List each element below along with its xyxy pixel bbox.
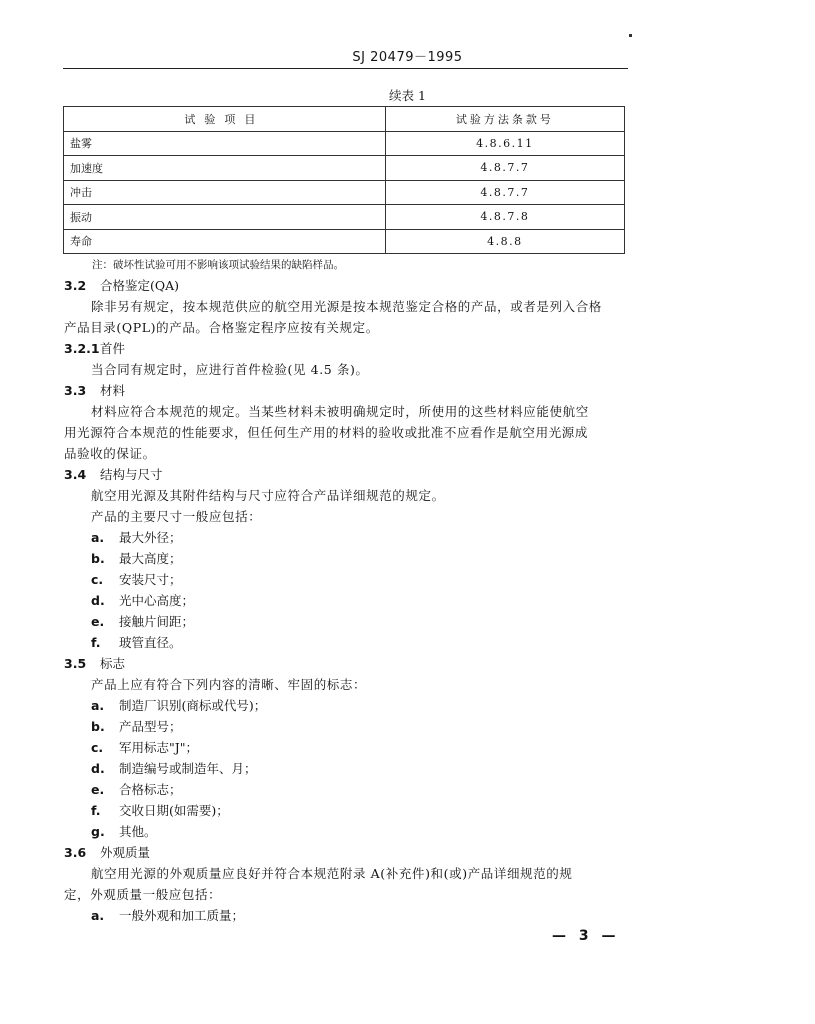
table-note: 注：破坏性试验可用不影响该项试验结果的缺陷样品。 xyxy=(92,259,344,271)
column-header-test-item: 试验项目 xyxy=(64,107,386,132)
table-header-row xyxy=(64,107,625,132)
list-item-label: a. xyxy=(91,698,105,713)
list-item xyxy=(91,801,229,819)
list-item xyxy=(91,528,182,546)
test-item-cell: 盐雾 xyxy=(64,131,386,156)
clause-cell: 4.8.6.11 xyxy=(385,131,624,156)
section-title: 首件 xyxy=(100,341,126,356)
paragraph-line: 当合同有规定时，应进行首件检验(见 4.5 条)。 xyxy=(91,362,369,377)
list-item xyxy=(91,906,244,924)
list-item-text: 产品型号； xyxy=(119,719,182,734)
section-number: 3.6 xyxy=(64,845,87,860)
section-number: 3.5 xyxy=(64,656,87,671)
list-item xyxy=(91,717,182,735)
section-heading-3-5 xyxy=(64,654,125,672)
list-item xyxy=(91,696,266,714)
section-number: 3.3 xyxy=(64,383,87,398)
section-heading-3-2-1 xyxy=(64,339,125,357)
table-caption: 续表 1 xyxy=(389,88,426,103)
clause-cell: 4.8.7.8 xyxy=(385,205,624,230)
section-number: 3.2 xyxy=(64,278,87,293)
section-heading-3-2 xyxy=(64,276,179,294)
list-item-label: e. xyxy=(91,614,105,629)
table-row xyxy=(64,205,625,230)
list-item-label: c. xyxy=(91,740,104,755)
list-item-text: 玻管直径。 xyxy=(119,635,182,650)
list-item-label: a. xyxy=(91,530,105,545)
list-item-text: 军用标志"J"； xyxy=(119,740,199,755)
section-title: 结构与尺寸 xyxy=(100,467,163,482)
test-item-cell: 冲击 xyxy=(64,180,386,205)
list-item-text: 合格标志； xyxy=(119,782,182,797)
list-item xyxy=(91,759,257,777)
list-item-text: 最大外径； xyxy=(119,530,182,545)
list-item xyxy=(91,570,182,588)
table-row xyxy=(64,156,625,181)
section-heading-3-6 xyxy=(64,843,150,861)
clause-cell: 4.8.7.7 xyxy=(385,156,624,181)
scan-speck xyxy=(629,34,632,37)
list-item-label: e. xyxy=(91,782,105,797)
section-title: 材料 xyxy=(100,383,126,398)
paragraph-line: 品验收的保证。 xyxy=(64,446,156,461)
paragraph-line: 产品的主要尺寸一般应包括： xyxy=(91,509,262,524)
list-item-text: 最大高度； xyxy=(119,551,182,566)
list-item-text: 其他。 xyxy=(119,824,157,839)
list-item-label: b. xyxy=(91,551,105,566)
list-item-label: c. xyxy=(91,572,104,587)
paragraph-line: 用光源符合本规范的性能要求，但任何生产用的材料的验收或批准不应看作是航空用光源成 xyxy=(64,425,589,440)
list-item-label: b. xyxy=(91,719,105,734)
paragraph-line: 产品目录(QPL)的产品。合格鉴定程序应按有关规定。 xyxy=(64,320,379,335)
test-items-table xyxy=(63,106,625,254)
section-heading-3-4 xyxy=(64,465,163,483)
list-item-text: 一般外观和加工质量； xyxy=(119,908,245,923)
section-number: 3.4 xyxy=(64,467,87,482)
list-item xyxy=(91,633,182,651)
list-item-text: 制造编号或制造年、月； xyxy=(119,761,257,776)
paragraph-line: 产品上应有符合下列内容的清晰、牢固的标志： xyxy=(91,677,367,692)
list-item xyxy=(91,822,157,840)
test-item-cell: 加速度 xyxy=(64,156,386,181)
list-item xyxy=(91,549,182,567)
list-item-label: a. xyxy=(91,908,105,923)
paragraph-line: 定，外观质量一般应包括： xyxy=(64,887,222,902)
table-row xyxy=(64,180,625,205)
test-item-cell: 寿命 xyxy=(64,229,386,254)
table-row xyxy=(64,131,625,156)
test-item-cell: 振动 xyxy=(64,205,386,230)
clause-cell: 4.8.7.7 xyxy=(385,180,624,205)
list-item-label: d. xyxy=(91,761,105,776)
list-item-label: f. xyxy=(91,635,101,650)
section-number: 3.2.1 xyxy=(64,341,100,356)
list-item xyxy=(91,738,198,756)
list-item xyxy=(91,780,182,798)
list-item-text: 光中心高度； xyxy=(119,593,195,608)
table-row xyxy=(64,229,625,254)
page-number: — 3 — xyxy=(552,928,620,944)
list-item-label: d. xyxy=(91,593,105,608)
header-rule xyxy=(63,68,628,69)
list-item-text: 安装尺寸； xyxy=(119,572,182,587)
section-title: 外观质量 xyxy=(100,845,151,860)
list-item-text: 制造厂识别(商标或代号)； xyxy=(119,698,267,713)
paragraph-line: 航空用光源的外观质量应良好并符合本规范附录 A(补充件)和(或)产品详细规范的规 xyxy=(91,866,573,881)
list-item-text: 交收日期(如需要)； xyxy=(119,803,229,818)
section-heading-3-3 xyxy=(64,381,125,399)
list-item xyxy=(91,612,194,630)
list-item-label: f. xyxy=(91,803,101,818)
list-item-text: 接触片间距； xyxy=(119,614,195,629)
document-code-header: SJ 20479－1995 xyxy=(352,50,463,65)
section-title: 标志 xyxy=(100,656,126,671)
column-header-test-clause: 试验方法条款号 xyxy=(385,107,624,132)
list-item-label: g. xyxy=(91,824,105,839)
clause-cell: 4.8.8 xyxy=(385,229,624,254)
section-title: 合格鉴定(QA) xyxy=(100,278,180,293)
paragraph-line: 除非另有规定，按本规范供应的航空用光源是按本规范鉴定合格的产品，或者是列入合格 xyxy=(91,299,602,314)
list-item xyxy=(91,591,194,609)
paragraph-line: 航空用光源及其附件结构与尺寸应符合产品详细规范的规定。 xyxy=(91,488,445,503)
paragraph-line: 材料应符合本规范的规定。当某些材料未被明确规定时，所使用的这些材料应能使航空 xyxy=(91,404,589,419)
